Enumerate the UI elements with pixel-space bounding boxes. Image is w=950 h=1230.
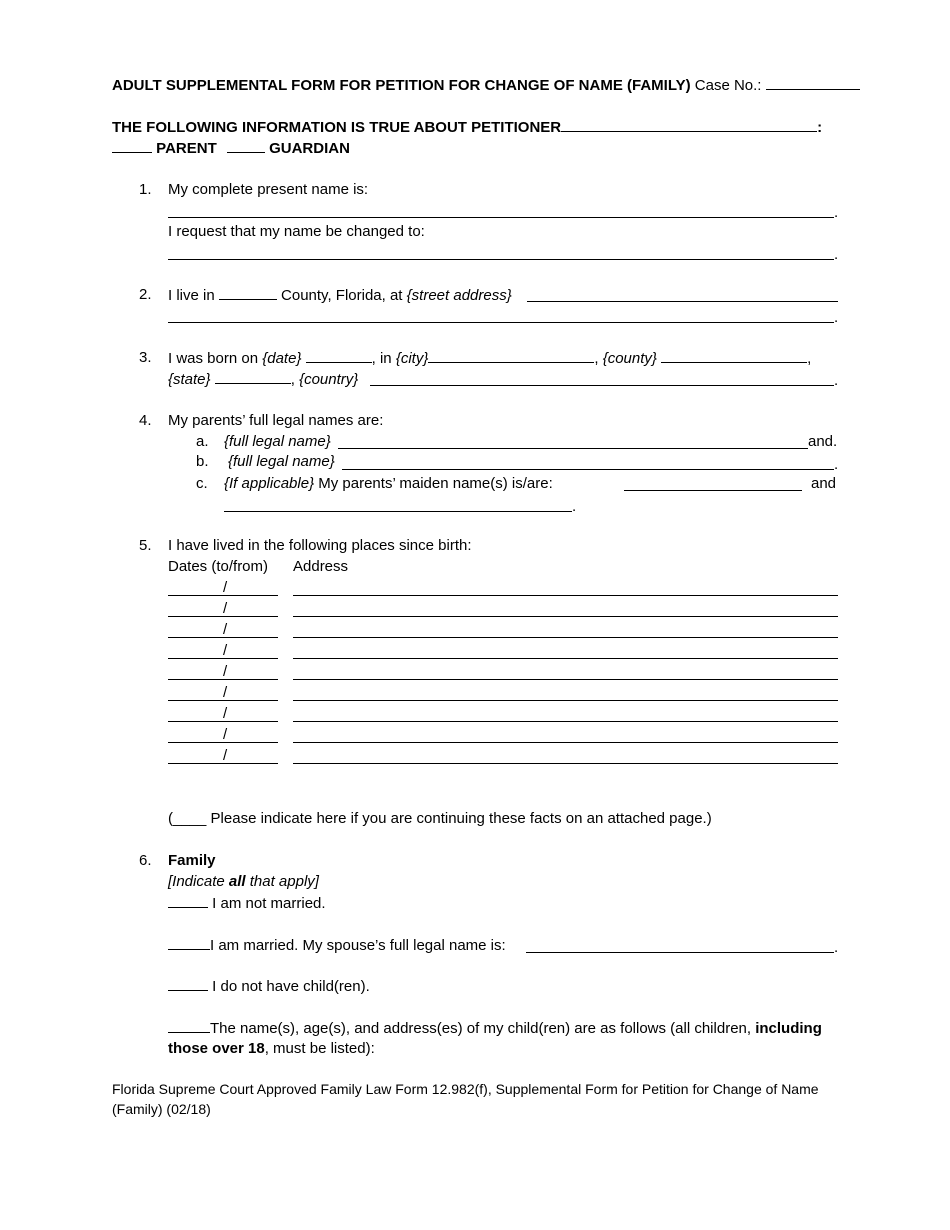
married-label: I am married. My spouse’s full legal name is: (210, 937, 506, 954)
maiden-name-field[interactable] (624, 490, 802, 491)
petitioner-intro-text: THE FOLLOWING INFORMATION IS TRUE ABOUT PETITIONER (112, 119, 562, 136)
children-option (168, 1018, 822, 1039)
form-footer (112, 1079, 852, 1119)
parent-label: PARENT (156, 140, 217, 157)
petitioner-name-field[interactable] (561, 117, 817, 132)
item-number: 4. (139, 412, 152, 429)
date-slash: / (223, 663, 228, 680)
guardian-check-field[interactable] (227, 138, 265, 153)
parent-check-field[interactable] (112, 138, 152, 153)
parent-c-line (224, 474, 840, 494)
residence-address-field[interactable] (293, 763, 838, 764)
children-over-18: those over 18 (168, 1040, 265, 1057)
birth-city-label: {city} (395, 350, 429, 367)
petitioner-intro-colon: : (817, 119, 823, 136)
item-number: 6. (139, 852, 152, 869)
parent-a-letter: a. (196, 433, 209, 450)
residence-address-field[interactable] (293, 679, 838, 680)
residence-address-field[interactable] (293, 721, 838, 722)
parent-a-label: {full legal name} (224, 433, 331, 450)
parent-b-label: {full legal name} (228, 453, 335, 470)
date-slash: / (223, 579, 228, 596)
married-check-field[interactable] (168, 935, 210, 950)
item-number: 3. (139, 349, 152, 366)
footer-line-1: Florida Supreme Court Approved Family Law Form 12.982(f), Supplemental Form for Petition for Change of Name (112, 1081, 819, 1097)
birth-state-label: {state} (168, 371, 211, 388)
family-instruction-b: that apply] (245, 873, 319, 890)
residence-address-field[interactable] (293, 658, 838, 659)
birth-line-2: {state} , {country} (168, 371, 359, 388)
no-children-check-field[interactable] (168, 976, 208, 991)
no-children-option (168, 976, 370, 997)
footer-line-2: (Family) (02/18) (112, 1101, 211, 1117)
residence-address-field[interactable] (293, 742, 838, 743)
case-number-label: Case No.: (694, 77, 762, 94)
family-title: Family (168, 852, 216, 869)
date-slash: / (223, 705, 228, 722)
period: . (572, 498, 577, 515)
date-slash: / (223, 621, 228, 638)
form-header (112, 75, 860, 96)
residence-history-title: I have lived in the following places since birth: (168, 537, 472, 554)
parent-a-and: and. (808, 433, 838, 450)
residence-address-field[interactable] (293, 595, 838, 596)
birth-county-field[interactable] (661, 348, 807, 363)
date-slash: / (223, 642, 228, 659)
period: . (834, 456, 839, 473)
address-header: Address (293, 558, 349, 575)
residence-line (168, 285, 512, 306)
form-title: ADULT SUPPLEMENTAL FORM FOR PETITION FOR CHANGE OF NAME (FAMILY) (112, 77, 691, 94)
children-option-2 (168, 1039, 375, 1059)
petitioner-intro (112, 117, 822, 138)
parent-c-letter: c. (196, 475, 208, 492)
married-option (168, 935, 506, 956)
family-instruction-a: [Indicate (168, 873, 229, 890)
period: . (834, 309, 839, 326)
children-label: The name(s), age(s), and address(es) of my child(ren) are as follows (all children, (210, 1020, 752, 1037)
birth-city-field[interactable] (428, 348, 594, 363)
continuing-note-text: Please indicate here if you are continuing these facts on an attached page.) (210, 810, 712, 827)
date-slash: / (223, 747, 228, 764)
family-instruction (168, 872, 319, 892)
case-number-field[interactable] (766, 75, 860, 90)
birth-country-field[interactable] (370, 385, 834, 386)
street-address-label: {street address} (406, 287, 512, 304)
birth-line: I was born on {date} , in {city} , {county} , (168, 350, 812, 367)
spouse-name-field[interactable] (526, 952, 834, 953)
not-married-check-field[interactable] (168, 893, 208, 908)
date-slash: / (223, 600, 228, 617)
birth-label: I was born on (168, 350, 259, 367)
continuing-check-field[interactable]: (____ (168, 810, 207, 827)
children-including: including (755, 1020, 822, 1037)
period: . (834, 939, 839, 956)
present-name-label: My complete present name is: (168, 181, 369, 198)
parent-c-and: and (811, 475, 837, 492)
residence-address-field[interactable] (293, 616, 838, 617)
parents-title: My parents’ full legal names are: (168, 412, 384, 429)
requested-name-label: I request that my name be changed to: (168, 223, 425, 240)
not-married-label: I am not married. (212, 895, 326, 912)
no-children-label: I do not have child(ren). (212, 978, 370, 995)
children-end: , must be listed): (264, 1040, 375, 1057)
item-number: 5. (139, 537, 152, 554)
maiden-name-field-2[interactable] (224, 511, 572, 512)
guardian-label: GUARDIAN (269, 140, 350, 157)
birth-date-field[interactable] (306, 348, 372, 363)
parent-b-field[interactable] (342, 469, 834, 470)
residence-address-field[interactable] (293, 700, 838, 701)
family-instruction-all: all (228, 873, 246, 890)
birth-state-field[interactable] (215, 369, 291, 384)
requested-name-field[interactable] (168, 259, 834, 260)
street-address-field-2[interactable] (168, 322, 834, 323)
county-field[interactable] (219, 285, 277, 300)
parent-c-applicable: {If applicable} (224, 475, 315, 492)
date-slash: / (223, 726, 228, 743)
item-number: 2. (139, 286, 152, 303)
not-married-option (168, 893, 326, 914)
birth-country-label: {country} (299, 371, 359, 388)
children-check-field[interactable] (168, 1018, 210, 1033)
period: . (834, 372, 839, 389)
parent-c-text: My parents’ maiden name(s) is/are: (318, 475, 553, 492)
street-address-field[interactable] (527, 301, 838, 302)
period: . (834, 204, 839, 221)
dates-header: Dates (to/from) (168, 558, 269, 575)
period: . (834, 246, 839, 263)
present-name-field[interactable] (168, 217, 834, 218)
continuing-note (168, 809, 712, 829)
birth-date-label: {date} (262, 350, 302, 367)
item-number: 1. (139, 181, 152, 198)
date-slash: / (223, 684, 228, 701)
birth-in-label: , in (371, 350, 392, 367)
parent-a-field[interactable] (338, 448, 808, 449)
county-label: County, Florida, at (281, 287, 403, 304)
residence-address-field[interactable] (293, 637, 838, 638)
parent-b-letter: b. (196, 453, 209, 470)
residence-label: I live in (168, 287, 215, 304)
petitioner-role (112, 138, 350, 159)
birth-county-label: {county} (602, 350, 657, 367)
